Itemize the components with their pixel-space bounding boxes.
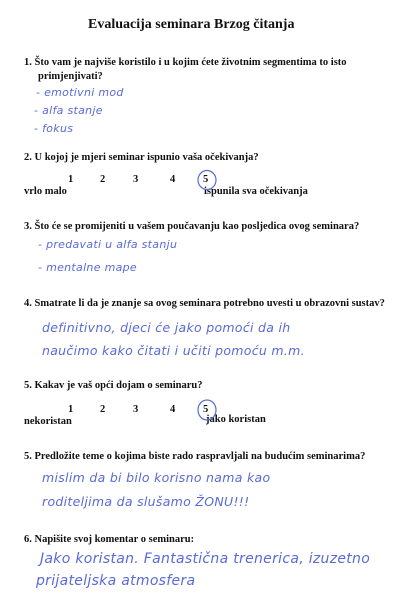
question-4: 4. Smatrate li da je znanje sa ovog seminara potrebno uvesti u obrazovni sustav? [24,298,385,309]
q2-scale-2: 2 [100,174,106,185]
question-3: 3. Što će se promijeniti u vašem poučavanju kao posljedica ovog seminara? [24,221,360,232]
q2-selected-circle [198,171,216,190]
q2-scale-1: 1 [68,174,74,185]
q2-scale-5: 5 [203,174,209,185]
q2-label-high: ispunila sva očekivanja [204,186,308,197]
answer-1-line-3: - fokus [34,122,74,135]
answer-1-line-1: - emotivni mod [36,86,124,99]
q5a-label-low: nekoristan [24,416,72,427]
question-5b: 5. Predložite teme o kojima biste rado raspravljali na budućim seminarima? [24,451,366,462]
q5a-label-high: jako koristan [206,414,266,425]
q5a-scale-1: 1 [68,404,74,415]
answer-4-line-1: definitivno, djeci će jako pomoći da ih [42,320,291,335]
q5a-selected-circle [198,400,216,420]
question-5a: 5. Kakav je vaš opći dojam o seminaru? [24,380,203,391]
q5a-scale-3: 3 [133,404,139,415]
answer-4-line-2: naučimo kako čitati i učiti pomoću m.m. [42,343,305,358]
question-2: 2. U kojoj je mjeri seminar ispunio vaša očekivanja? [24,152,259,163]
answer-5b-line-1: mislim da bi bilo korisno nama kao [42,470,271,485]
answer-3-line-2: - mentalne mape [38,261,137,274]
q2-scale-3: 3 [133,174,139,185]
question-1-line-1: 1. Što vam je najviše koristilo i u kojim ćete životnim segmentima to isto [24,57,347,68]
q5a-scale-4: 4 [170,404,176,415]
answer-6-line-2: prijateljska atmosfera [36,573,196,589]
question-1-line-2: primjenjivati? [38,71,103,82]
q2-scale-4: 4 [170,174,176,185]
q5a-scale-2: 2 [100,404,106,415]
answer-3-line-1: - predavati u alfa stanju [38,238,178,251]
q2-label-low: vrlo malo [24,186,67,197]
answer-5b-line-2: roditeljima da slušamo ŽONU!!! [42,494,250,509]
answer-1-line-2: - alfa stanje [34,104,103,117]
answer-6-line-1: Jako koristan. Fantastična trenerica, izuzetno [40,551,371,567]
q5a-scale-5: 5 [203,404,209,415]
question-6: 6. Napišite svoj komentar o seminaru: [24,534,195,545]
form-title: Evaluacija seminara Brzog čitanja [88,17,295,32]
